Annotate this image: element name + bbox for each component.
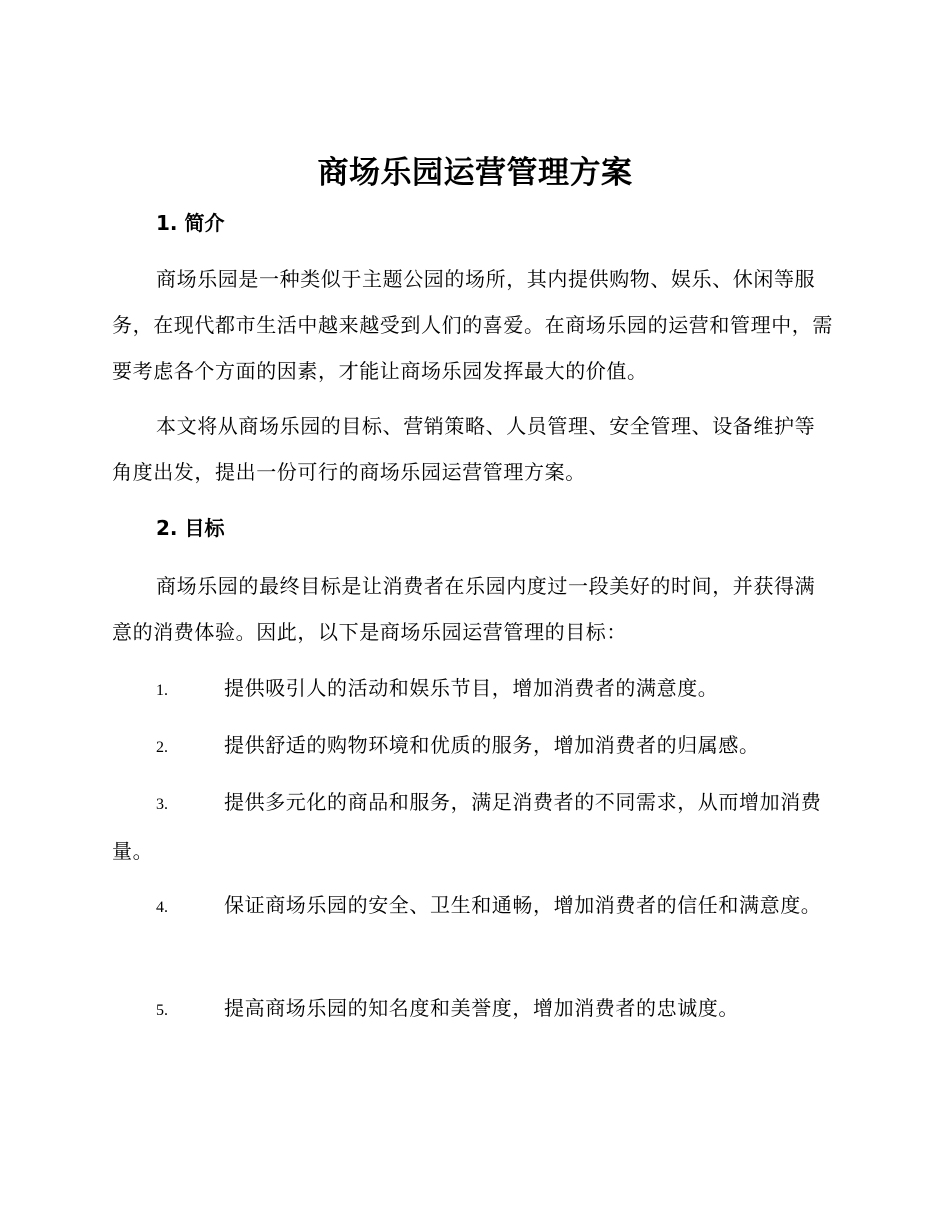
list-item-text: 提高商场乐园的知名度和美誉度，增加消费者的忠诚度。 [224,996,739,1020]
section-heading-intro: 1. 简介 [156,211,225,235]
list-item [112,665,834,714]
list-item-number: 4. [156,899,168,916]
list-item [112,985,834,1034]
list-item-text: 提供舒适的购物环境和优质的服务，增加消费者的归属感。 [224,733,760,757]
intro-paragraph-1: 商场乐园是一种类似于主题公园的场所，其内提供购物、娱乐、休闲等服务，在现代都市生活中越来越受到人们的喜爱。在商场乐园的运营和管理中，需要考虑各个方面的因素，才能让商场乐园发挥最大的价值。 [112,267,833,383]
list-item-number: 1. [156,682,168,699]
goals-paragraph: 商场乐园的最终目标是让消费者在乐园内度过一段美好的时间，并获得满意的消费体验。因此，以下是商场乐园运营管理的目标： [112,574,816,644]
list-item-text: 提供吸引人的活动和娱乐节目，增加消费者的满意度。 [224,676,719,700]
list-item-number: 5. [156,1002,168,1019]
intro-paragraph-2: 本文将从商场乐园的目标、营销策略、人员管理、安全管理、设备维护等角度出发，提出一份可行的商场乐园运营管理方案。 [112,414,816,484]
section-heading-goals: 2. 目标 [156,516,225,540]
list-item-number: 3. [156,796,168,813]
list-item [112,882,834,931]
document-title: 商场乐园运营管理方案 [317,155,633,191]
list-item [112,779,834,874]
list-item-text: 提供多元化的商品和服务，满足消费者的不同需求，从而增加消费量。 [112,790,822,863]
list-item-text: 保证商场乐园的安全、卫生和通畅，增加消费者的信任和满意度。 [224,893,822,917]
list-item [112,722,834,771]
list-item-number: 2. [156,739,168,756]
